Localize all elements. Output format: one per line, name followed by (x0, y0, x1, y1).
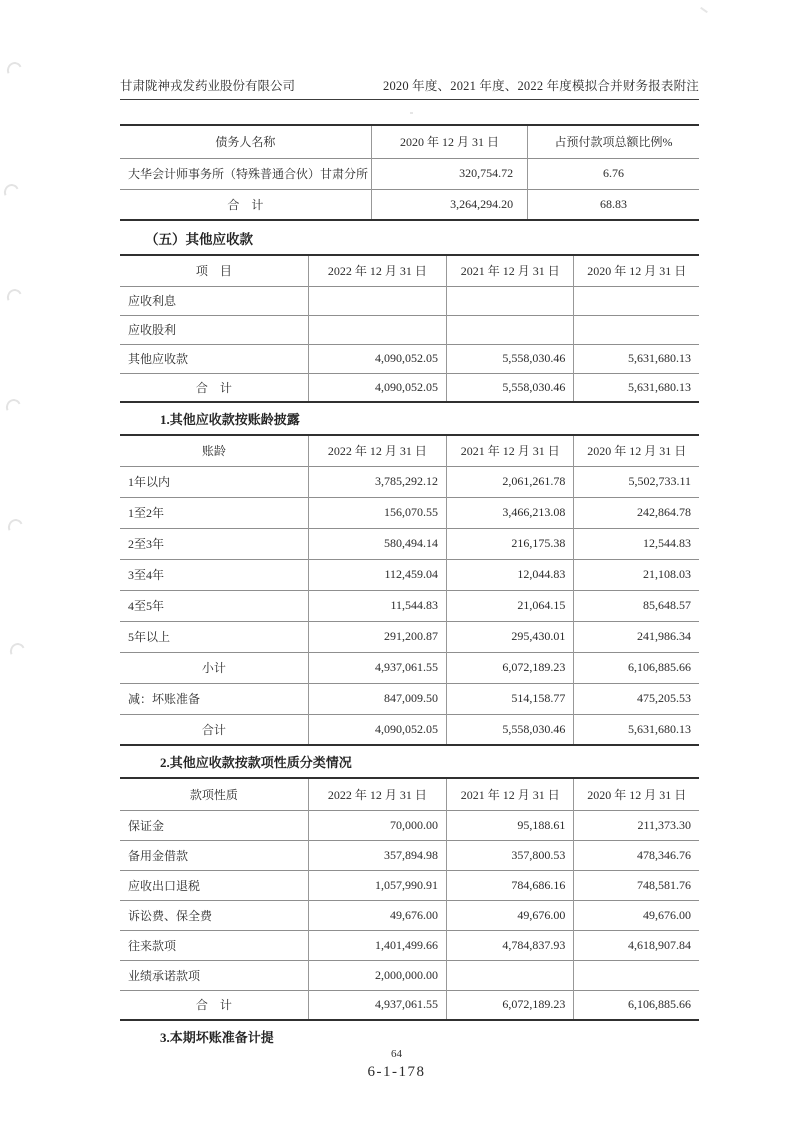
table-row (120, 960, 699, 990)
cell-nature-label: 保证金 (120, 810, 308, 840)
table-subtotal-row (120, 652, 699, 683)
cell-value: 11,544.83 (308, 590, 446, 621)
cell-value: 1,057,990.91 (308, 870, 446, 900)
cell-value: 1,401,499.66 (308, 930, 446, 960)
cell-nature-label: 往来款项 (120, 930, 308, 960)
scan-artifact-speck (700, 7, 708, 13)
report-title: 2020 年度、2021 年度、2022 年度模拟合并财务报表附注 (383, 79, 699, 93)
cell-value: 5,631,680.13 (574, 714, 699, 745)
cell-amount: 320,754.72 (371, 158, 527, 189)
cell-value: 242,864.78 (574, 497, 699, 528)
cell-ratio: 6.76 (528, 158, 699, 189)
table-total-row (120, 990, 699, 1020)
table-row (120, 559, 699, 590)
cell-value: 4,090,052.05 (308, 373, 446, 402)
table-row (120, 810, 699, 840)
cell-value: 2,000,000.00 (308, 960, 446, 990)
table-header-row (120, 255, 699, 286)
page-header (120, 76, 699, 100)
cell-aging-label: 5年以上 (120, 621, 308, 652)
col-header-item: 项 目 (195, 264, 232, 279)
cell-nature-label: 应收出口退税 (120, 870, 308, 900)
cell-value: 49,676.00 (308, 900, 446, 930)
cell-total-label: 合 计 (120, 990, 308, 1020)
cell-value: 847,009.50 (308, 683, 446, 714)
cell-value (574, 315, 699, 344)
cell-item-label: 应收利息 (120, 286, 308, 315)
col-header-aging: 账龄 (201, 444, 226, 459)
col-header-date-2021: 2021 年 12 月 31 日 (447, 255, 574, 286)
cell-value: 357,800.53 (447, 840, 574, 870)
cell-value: 478,346.76 (574, 840, 699, 870)
col-header-ratio: 占预付款项总额比例% (528, 125, 699, 158)
other-receivables-summary-table (120, 254, 699, 403)
cell-value: 5,502,733.11 (574, 466, 699, 497)
cell-aging-label: 1年以内 (120, 466, 308, 497)
table-row (120, 528, 699, 559)
cell-value: 6,072,189.23 (447, 990, 574, 1020)
cell-value: 12,044.83 (447, 559, 574, 590)
cell-value: 112,459.04 (308, 559, 446, 590)
col-header-date-2020: 2020 年 12 月 31 日 (574, 435, 699, 466)
table-total-row (120, 373, 699, 402)
cell-value (447, 315, 574, 344)
cell-value: 6,106,885.66 (574, 652, 699, 683)
table-header-row (120, 435, 699, 466)
cell-aging-label: 3至4年 (120, 559, 308, 590)
cell-item-label: 其他应收款 (120, 344, 308, 373)
scan-artifact-mark (5, 287, 25, 307)
cell-value: 49,676.00 (574, 900, 699, 930)
nature-table (120, 777, 699, 1021)
cell-debtor-name: 大华会计师事务所（特殊普通合伙）甘肃分所 (120, 158, 371, 189)
cell-value: 211,373.30 (574, 810, 699, 840)
cell-value: 4,618,907.84 (574, 930, 699, 960)
cell-value: 21,064.15 (447, 590, 574, 621)
cell-value: 4,937,061.55 (308, 990, 446, 1020)
table-row (120, 466, 699, 497)
cell-value: 475,205.53 (574, 683, 699, 714)
cell-nature-label: 诉讼费、保全费 (120, 900, 308, 930)
table-row (120, 900, 699, 930)
cell-value (308, 315, 446, 344)
cell-value: 514,158.77 (447, 683, 574, 714)
cell-value: 21,108.03 (574, 559, 699, 590)
cell-value: 784,686.16 (447, 870, 574, 900)
cell-aging-label: 1至2年 (120, 497, 308, 528)
table-row (120, 315, 699, 344)
cell-baddebt-label: 减：坏账准备 (120, 683, 308, 714)
table-total-row (120, 714, 699, 745)
cell-value: 3,466,213.08 (447, 497, 574, 528)
table-header-row (120, 778, 699, 810)
cell-value: 12,544.83 (574, 528, 699, 559)
col-header-date-2022: 2022 年 12 月 31 日 (308, 435, 446, 466)
cell-value (447, 960, 574, 990)
debtors-table (120, 124, 699, 221)
scan-artifact-mark (6, 517, 26, 537)
col-header-date-2020: 2020 年 12 月 31 日 (371, 125, 527, 158)
cell-value: 2,061,261.78 (447, 466, 574, 497)
cell-total-label: 合计 (120, 714, 308, 745)
cell-value (447, 286, 574, 315)
cell-value: 3,785,292.12 (308, 466, 446, 497)
cell-value: 357,894.98 (308, 840, 446, 870)
note-title-baddebt-provision: 3.本期坏账准备计提 (160, 1030, 274, 1045)
cell-value: 49,676.00 (447, 900, 574, 930)
table-row (120, 497, 699, 528)
table-row (120, 930, 699, 960)
document-number: 6-1-178 (367, 1064, 426, 1080)
aging-table (120, 434, 699, 746)
cell-total-label: 合 计 (120, 189, 371, 220)
company-name: 甘肃陇神戎发药业股份有限公司 (120, 79, 296, 93)
cell-value: 6,106,885.66 (574, 990, 699, 1020)
cell-value: 5,558,030.46 (447, 344, 574, 373)
cell-value: 6,072,189.23 (447, 652, 574, 683)
col-header-debtor-name: 债务人名称 (215, 135, 276, 150)
cell-subtotal-label: 小计 (120, 652, 308, 683)
cell-aging-label: 2至3年 (120, 528, 308, 559)
scan-artifact-mark (2, 182, 22, 202)
note-title-nature: 2.其他应收款按款项性质分类情况 (160, 755, 352, 770)
cell-value: 5,558,030.46 (447, 714, 574, 745)
col-header-nature: 款项性质 (189, 787, 238, 802)
cell-nature-label: 业绩承诺款项 (120, 960, 308, 990)
section-title-other-receivables: （五）其他应收款 (145, 232, 253, 247)
cell-value: 291,200.87 (308, 621, 446, 652)
page-number: 64 (391, 1048, 402, 1060)
cell-value: 95,188.61 (447, 810, 574, 840)
table-row (120, 621, 699, 652)
cell-value (574, 960, 699, 990)
col-header-date-2021: 2021 年 12 月 31 日 (447, 435, 574, 466)
cell-value: 216,175.38 (447, 528, 574, 559)
col-header-date-2022: 2022 年 12 月 31 日 (308, 778, 446, 810)
table-row (120, 870, 699, 900)
cell-value: 156,070.55 (308, 497, 446, 528)
table-row (120, 590, 699, 621)
col-header-date-2020: 2020 年 12 月 31 日 (574, 778, 699, 810)
cell-value: 748,581.76 (574, 870, 699, 900)
cell-value (308, 286, 446, 315)
cell-aging-label: 4至5年 (120, 590, 308, 621)
cell-item-label: 应收股利 (120, 315, 308, 344)
cell-value: 295,430.01 (447, 621, 574, 652)
cell-value: 5,631,680.13 (574, 344, 699, 373)
table-row (120, 286, 699, 315)
scan-artifact-mark (8, 641, 28, 661)
col-header-date-2020: 2020 年 12 月 31 日 (574, 255, 699, 286)
cell-value: 4,090,052.05 (308, 344, 446, 373)
table-header-row (120, 125, 699, 158)
cell-value: 5,558,030.46 (447, 373, 574, 402)
scan-artifact-mark (5, 60, 25, 80)
table-row (120, 683, 699, 714)
cell-value: 4,090,052.05 (308, 714, 446, 745)
cell-value: 580,494.14 (308, 528, 446, 559)
cell-value: 4,784,837.93 (447, 930, 574, 960)
cell-nature-label: 备用金借款 (120, 840, 308, 870)
table-row (120, 840, 699, 870)
page-content (120, 76, 699, 1052)
col-header-date-2022: 2022 年 12 月 31 日 (308, 255, 446, 286)
scan-artifact-mark (4, 397, 24, 417)
note-title-aging: 1.其他应收款按账龄披露 (160, 412, 300, 427)
table-row (120, 158, 699, 189)
table-row (120, 344, 699, 373)
cell-value: 70,000.00 (308, 810, 446, 840)
cell-value: 85,648.57 (574, 590, 699, 621)
cell-value: 4,937,061.55 (308, 652, 446, 683)
cell-ratio: 68.83 (528, 189, 699, 220)
table-total-row (120, 189, 699, 220)
col-header-date-2021: 2021 年 12 月 31 日 (447, 778, 574, 810)
cell-value: 241,986.34 (574, 621, 699, 652)
cell-value: 5,631,680.13 (574, 373, 699, 402)
cell-total-label: 合 计 (120, 373, 308, 402)
cell-value (574, 286, 699, 315)
cell-amount: 3,264,294.20 (371, 189, 527, 220)
